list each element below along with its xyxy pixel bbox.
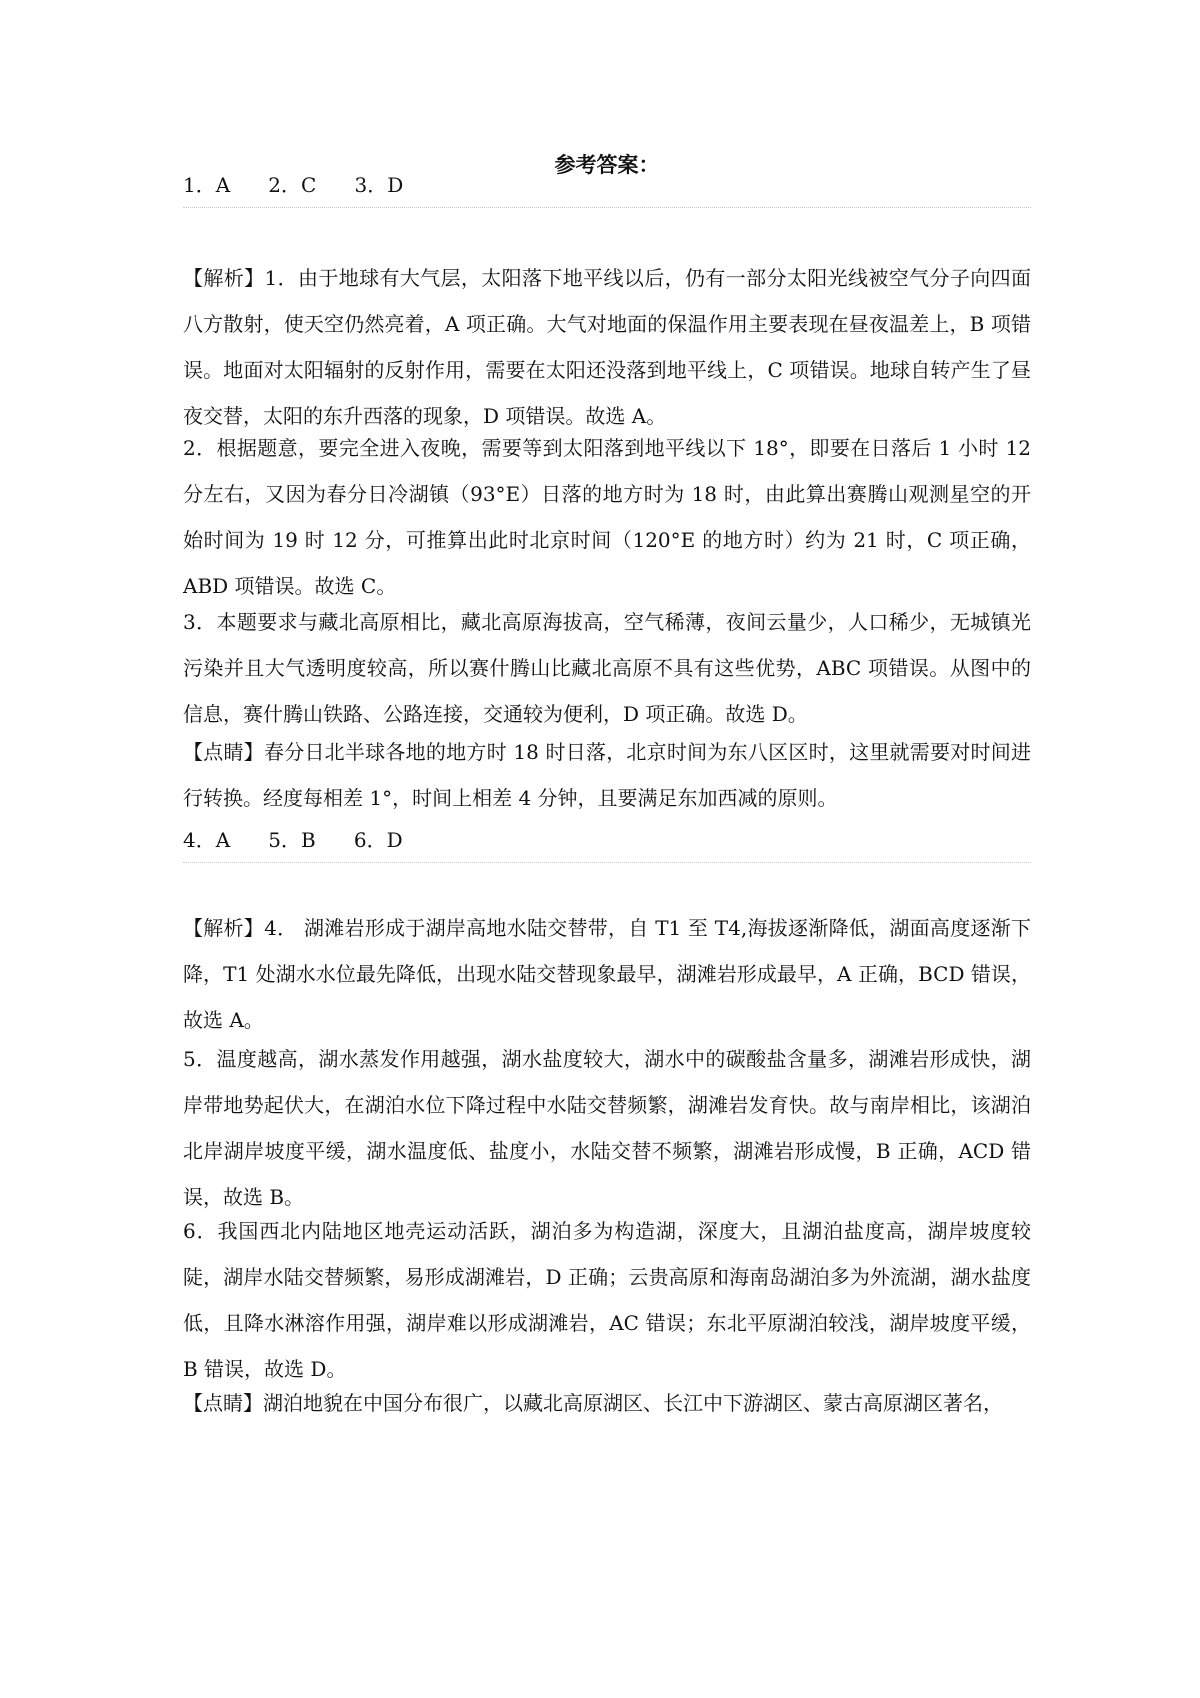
tip-paragraph-2: 【点睛】湖泊地貌在中国分布很广，以藏北高原湖区、长江中下游湖区、蒙古高原湖区著名， <box>183 1391 1003 1415</box>
answer-key-1-3: 1．A 2．C 3．D <box>183 173 404 197</box>
dotted-divider <box>183 207 1031 208</box>
analysis-paragraph-1: 【解析】1．由于地球有大气层，太阳落下地平线以后，仍有一部分太阳光线被空气分子向四面八方散射，使天空仍然亮着，A 项正确。大气对地面的保温作用主要表现在昼夜温差上，B 项错误。地面对太阳辐射的反射作用，需要在太阳还没落到地平线上，C 项错误。地球自转产生了昼夜交替，太阳的东升西落的现象，D 项错误。故选 A。 <box>183 266 1031 428</box>
analysis-paragraph-5: 5．温度越高，湖水蒸发作用越强，湖水盐度较大，湖水中的碳酸盐含量多，湖滩岩形成快，湖岸带地势起伏大，在湖泊水位下降过程中水陆交替频繁，湖滩岩发育快。故与南岸相比，该湖泊北岸湖岸坡度平缓，湖水温度低、盐度小，水陆交替不频繁，湖滩岩形成慢，B 正确，ACD 错误，故选 B。 <box>183 1047 1031 1209</box>
tip-paragraph-1: 【点睛】春分日北半球各地的地方时 18 时日落，北京时间为东八区区时，这里就需要对时间进行转换。经度每相差 1°，时间上相差 4 分钟，且要满足东加西减的原则。 <box>183 740 1031 810</box>
analysis-paragraph-6: 6．我国西北内陆地区地壳运动活跃，湖泊多为构造湖，深度大，且湖泊盐度高，湖岸坡度较陡，湖岸水陆交替频繁，易形成湖滩岩，D 正确；云贵高原和海南岛湖泊多为外流湖，湖水盐度低，且降水淋溶作用强，湖岸难以形成湖滩岩，AC 错误；东北平原湖泊较浅，湖岸坡度平缓，B 错误，故选 D。 <box>183 1219 1031 1381</box>
analysis-paragraph-2: 2．根据题意，要完全进入夜晚，需要等到太阳落到地平线以下 18°，即要在日落后 1 小时 12 分左右，又因为春分日冷湖镇（93°E）日落的地方时为 18 时，由此算出赛腾山观测星空的开始时间为 19 时 12 分，可推算出此时北京时间（120°E 的地方时）约为 21 时，C 项正确，ABD 项错误。故选 C。 <box>183 436 1031 598</box>
analysis-paragraph-4: 【解析】4． 湖滩岩形成于湖岸高地水陆交替带，自 T1 至 T4,海拔逐渐降低，湖面高度逐渐下降，T1 处湖水水位最先降低，出现水陆交替现象最早，湖滩岩形成最早，A 正确，BCD 错误，故选 A。 <box>183 916 1031 1032</box>
analysis-paragraph-3: 3．本题要求与藏北高原相比，藏北高原海拔高，空气稀薄，夜间云量少，人口稀少，无城镇光污染并且大气透明度较高，所以赛什腾山比藏北高原不具有这些优势，ABC 项错误。从图中的信息，赛什腾山铁路、公路连接，交通较为便利，D 项正确。故选 D。 <box>183 610 1031 726</box>
answer-key-4-6: 4．A 5．B 6．D <box>183 828 403 852</box>
dotted-divider <box>183 862 1031 863</box>
page-title: 参考答案： <box>554 152 660 177</box>
